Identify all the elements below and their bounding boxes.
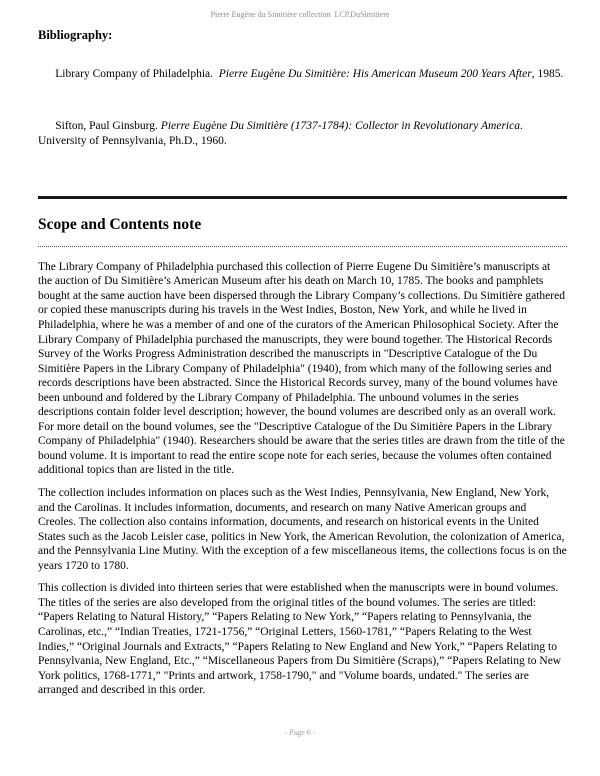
bibliography-entry-pre: Sifton, Paul Ginsburg. xyxy=(55,120,161,133)
bibliography-entry xyxy=(38,105,567,163)
bibliography-heading: Bibliography: xyxy=(38,28,113,42)
bibliography-entry-post: , 1985. xyxy=(531,67,564,80)
dotted-divider xyxy=(38,246,567,247)
bibliography-entry-title: Pierre Eugène Du Simitière: His American Museum 200 Years After xyxy=(218,67,532,80)
section-rule xyxy=(38,196,567,199)
bibliography-entry-pre: Library Company of Philadelphia. xyxy=(55,67,219,80)
bibliography-entry-title: Pierre Eugène Du Simitière (1737-1784): Collector in Revolutionary America xyxy=(160,120,520,133)
scope-paragraph: The Library Company of Philadelphia purchased this collection of Pierre Eugene Du Simitière’s manuscripts at the auction of Du Simitière’s American Museum after his death on March 10, 1785. The books and pamphlets bought at the same auction have been dispersed through the Library Company’s collections. Du Simitière gathered or copied these manuscripts during his travels in the West Indies, Boston, New York, and while he lived in Philadelphia, where he was a member of and one of the curators of the American Philosophical Society. After the Library Company of Philadelphia purchased the manuscripts, they were bound together. The Historical Records Survey of the Works Progress Administration described the manuscripts in "Descriptive Catalogue of the Du Simitière Papers in the Library Company of Philadelphia" (1940), from which many of the following series and records descriptions have been abstracted. Since the Historical Records survey, many of the bound volumes have been unbound and foldered by the Library Company of Philadelphia. The unbound volumes in the series descriptions contain folder level description; however, the bound volumes are described only as an overall work. For more detail on the bound volumes, see the "Descriptive Catalogue of the Du Simitière Papers in the Library Company of Philadelphia" (1940). Researchers should be aware that the series titles are drawn from the title of the bound volume. It is important to read the entire scope note for each series, because the volumes often contained additional topics than are listed in the title. xyxy=(38,260,565,477)
scope-and-contents-heading: Scope and Contents note xyxy=(38,215,202,233)
bibliography-entry-post: . University of Pennsylvania, Ph.D., 1960. xyxy=(38,120,526,147)
running-header: Pierre Eugène du Simitière collection LCP.DuSimitiere xyxy=(210,10,390,19)
scope-paragraph: The collection includes information on places such as the West Indies, Pennsylvania, New England, New York, and the Carolinas. It includes information, documents, and research on many Native American groups and Creoles. The collection also contains information, documents, and research on historical events in the United States such as the Jacob Leisler case, politics in New York, the American Revolution, the colonization of America, and the Pennsylvania Line Mutiny. With the exception of a few miscellaneous items, the collections focus is on the years 1720 to 1780. xyxy=(38,487,567,572)
bibliography-entry xyxy=(38,52,567,96)
page-number: - Page 6 - xyxy=(284,728,316,737)
scope-paragraph: This collection is divided into thirteen series that were established when the manuscripts were in bound volumes. The titles of the series are also developed from the original titles of the bound volumes. The series are titled: “Papers Relating to Natural History,” “Papers Relating to New York,” “Papers relating to Pennsylvania, the Carolinas, etc.,” “Indian Treaties, 1721-1756,” “Original Letters, 1560-1781,” “Papers Relating to the West Indies,” “Original Journals and Extracts,” “Papers Relating to New England and New York,” “Papers Relating to Pennsylvania, New England, Etc.,” “Miscellaneous Papers from Du Simitière (Scraps),” “Papers Relating to New York politics, 1768-1771,” "Prints and artwork, 1758-1790," and "Volume boards, undated." The series are arranged and described in this order. xyxy=(38,582,562,697)
